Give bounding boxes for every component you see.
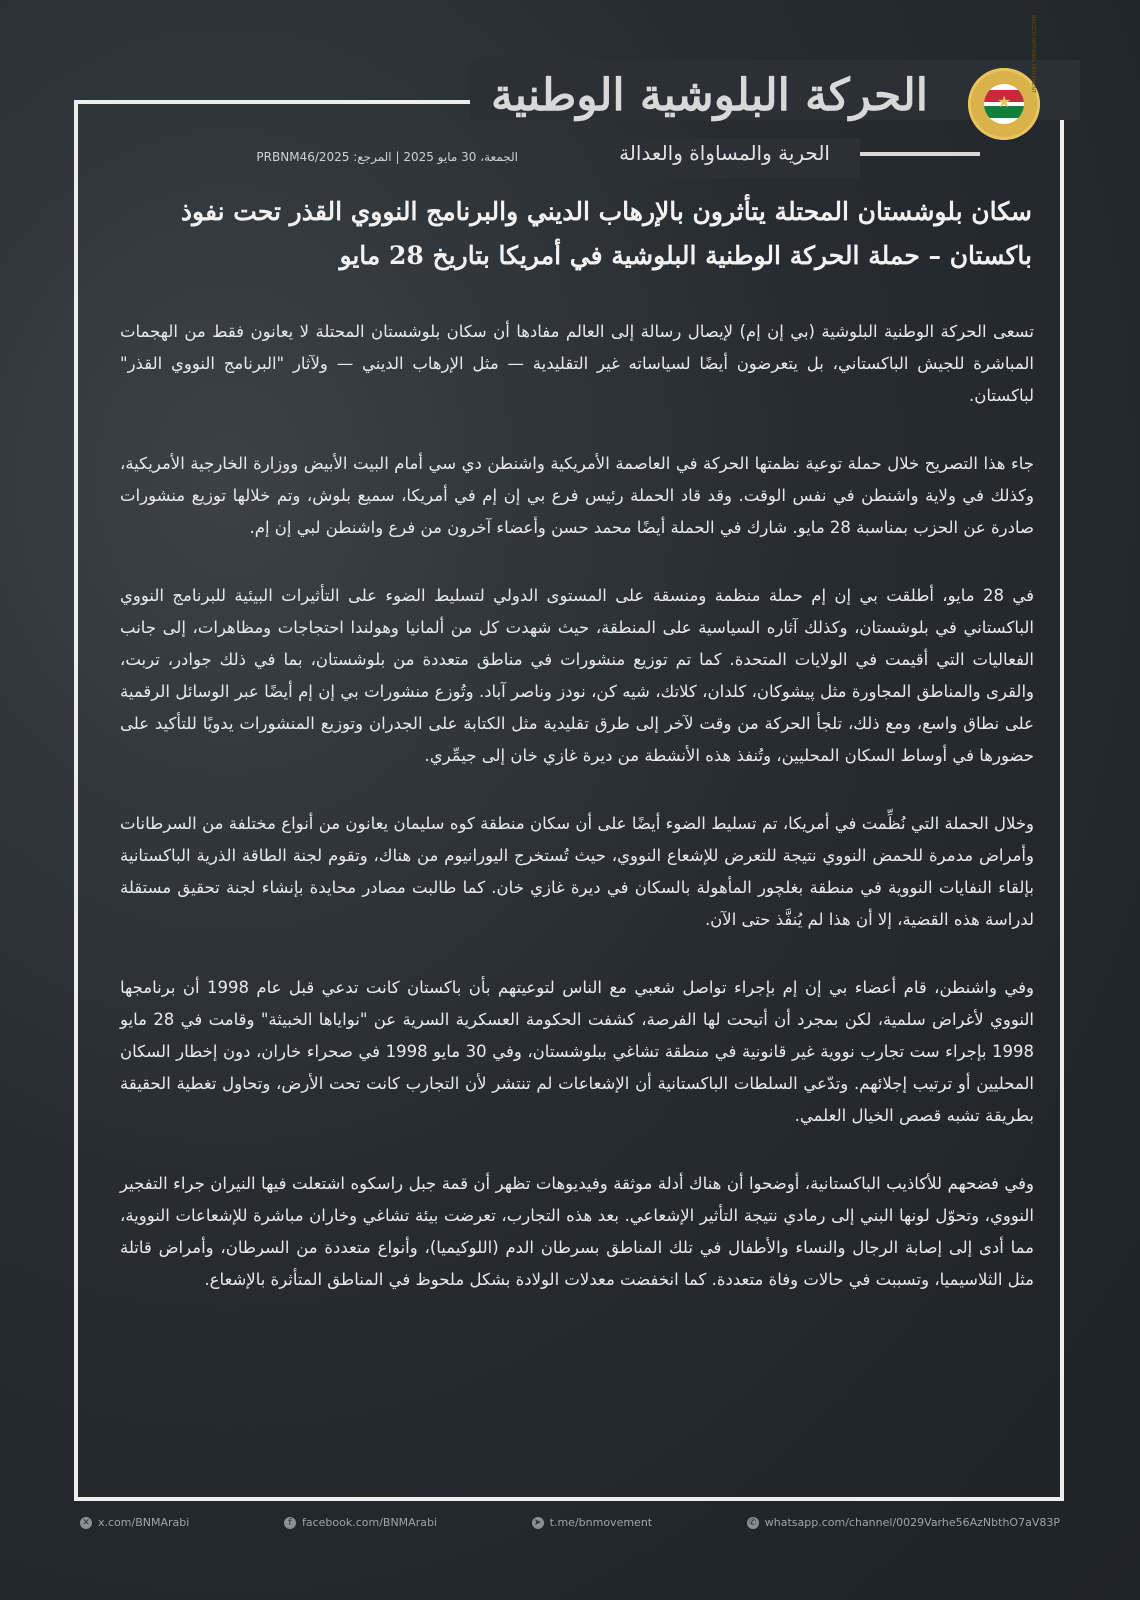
footer-telegram-text: t.me/bnmovement (549, 1516, 653, 1529)
page-title: الحركة البلوشية الوطنية (491, 70, 928, 121)
article-headline: سكان بلوشستان المحتلة يتأثرون بالإرهاب الديني والبرنامج النووي القذر تحت نفوذ باكستان – حملة الحركة الوطنية البلوشية في أمريكا بتاريخ 28 مايو (180, 197, 1032, 270)
footer-telegram-link[interactable] (532, 1516, 652, 1529)
footer-whatsapp-text: whatsapp.com/channel/0029Varhe56AzNbthO7aV83P (764, 1516, 1060, 1529)
logo-text: BALOCH NATIONAL MOVEMENT (1030, 14, 1036, 93)
logo-flag-icon (984, 84, 1024, 124)
telegram-icon: ➤ (532, 1517, 544, 1529)
facebook-icon: f (284, 1517, 296, 1529)
x-icon: ✕ (80, 1517, 92, 1529)
title-divider (860, 152, 980, 156)
footer-x-text: x.com/BNMArabi (98, 1516, 190, 1529)
paragraph: وفي واشنطن، قام أعضاء بي إن إم بإجراء تواصل شعبي مع الناس لتوعيتهم بأن باكستان كانت تدعي قبل عام 1998 أن برنامجها النووي لأغراض سلمية، لكن بمجرد أن أتيحت لها الفرصة، كشفت الحكومة العسكرية السرية عن "نواياها الخبيثة" وقامت في 28 مايو 1998 بإجراء ست تجارب نووية غير قانونية في منطقة تشاغي ببلوشستان، وفي 30 مايو 1998 في صحراء خاران، دون إخطار السكان المحليين أو ترتيب إجلائهم. وتدّعي السلطات الباكستانية أن الإشعاعات لم تنتشر لأن التجارب كانت تحت الأرض، وتحاول تغطية الحقيقة بطريقة تشبه قصص الخيال العلمي. (120, 978, 1035, 1125)
tagline: الحرية والمساواة والعدالة (619, 141, 830, 165)
paragraph: وخلال الحملة التي نُظِّمت في أمريكا، تم تسليط الضوء أيضًا على أن سكان منطقة كوه سليمان يعانون من أنواع مختلفة من السرطانات وأمراض مدمرة للحمض النووي نتيجة للتعرض للإشعاع النووي، حيث تُستخرج اليورانيوم من هناك، وتقوم لجنة الطاقة الذرية الباكستانية بإلقاء النفايات النووية في منطقة بغلچور المأهولة بالسكان في ديرة غازي خان. كما طالبت مصادر محايدة بإنشاء لجنة تحقيق مستقلة لدراسة هذه القضية، إلا أن هذا لم يُنفَّذ حتى الآن. (120, 814, 1034, 929)
whatsapp-icon: ✆ (747, 1517, 759, 1529)
footer-links (80, 1516, 1060, 1529)
reference-date: الجمعة، 30 مايو 2025 | المرجع: PRBNM46/2025 (256, 150, 518, 164)
paragraph: وفي فضحهم للأكاذيب الباكستانية، أوضحوا أن هناك أدلة موثقة وفيديوهات تظهر أن قمة جبل راسكوه اشتعلت فيها النيران جراء التفجير النووي، وتحوّل لونها البني إلى رمادي نتيجة التأثير الإشعاعي. بعد هذه التجارب، تعرضت بيئة تشاغي وخاران مباشرة للإشعاعات النووية، مما أدى إلى إصابة الرجال والنساء والأطفال في تلك المناطق بسرطان الدم (اللوكيميا)، وأنواع متعددة من السرطان، وأمراض قاتلة مثل الثلاسيميا، وتسببت في حالات وفاة متعددة. كما انخفضت معدلات الولادة بشكل ملحوظ في المناطق المتأثرة بالإشعاع. (120, 1174, 1034, 1289)
paragraph: جاء هذا التصريح خلال حملة توعية نظمتها الحركة في العاصمة الأمريكية واشنطن دي سي أمام البيت الأبيض ووزارة الخارجية الأمريكية، وكذلك في ولاية واشنطن في نفس الوقت. وقد قاد الحملة رئيس فرع بي إن إم في أمريكا، سميع بلوش، وتم خلالها توزيع منشورات صادرة عن الحزب بمناسبة 28 مايو. شارك في الحملة أيضًا محمد حسن وأعضاء آخرون من فرع واشنطن لبي إن إم. (120, 454, 1034, 537)
logo-star-icon: ★ (997, 92, 1012, 111)
footer-facebook-text: facebook.com/BNMArabi (301, 1516, 437, 1529)
footer-x-link[interactable] (80, 1516, 189, 1529)
article-body (120, 316, 1034, 1332)
footer-whatsapp-link[interactable] (747, 1516, 1060, 1529)
bnm-logo (968, 14, 1040, 140)
paragraph: تسعى الحركة الوطنية البلوشية (بي إن إم) لإيصال رسالة إلى العالم مفادها أن سكان بلوشستان المحتلة لا يعانون فقط من الهجمات المباشرة للجيش الباكستاني، بل يتعرضون أيضًا لسياساته غير التقليدية — مثل الإرهاب الديني — ولآثار "البرنامج النووي القذر" لباكستان. (120, 322, 1034, 405)
paragraph: في 28 مايو، أطلقت بي إن إم حملة منظمة ومنسقة على المستوى الدولي لتسليط الضوء على التأثيرات البيئية للبرنامج النووي الباكستاني في بلوشستان، وكذلك آثاره السياسية على المنطقة، حيث شهدت كل من ألمانيا وهولندا احتجاجات ومظاهرات، إلى جانب الفعاليات التي أقيمت في الولايات المتحدة. كما تم توزيع منشورات في مناطق متعددة من بلوشستان، بما في ذلك جوادر، تربت، والقرى والمناطق المجاورة مثل پيشوكان، كلدان، كلاتك، شيه كن، نودز وناصر آباد. وتُوزع منشورات بي إن إم أيضًا عبر الوسائل الرقمية على نطاق واسع، ومع ذلك، تلجأ الحركة من وقت لآخر إلى طرق تقليدية مثل الكتابة على الجدران وتوزيع المنشورات يدويًا للتأكيد على حضورها في أوساط السكان المحليين، وتُنفذ هذه الأنشطة من ديرة غازي خان إلى جيمِّري. (120, 586, 1034, 765)
footer-facebook-link[interactable] (284, 1516, 437, 1529)
